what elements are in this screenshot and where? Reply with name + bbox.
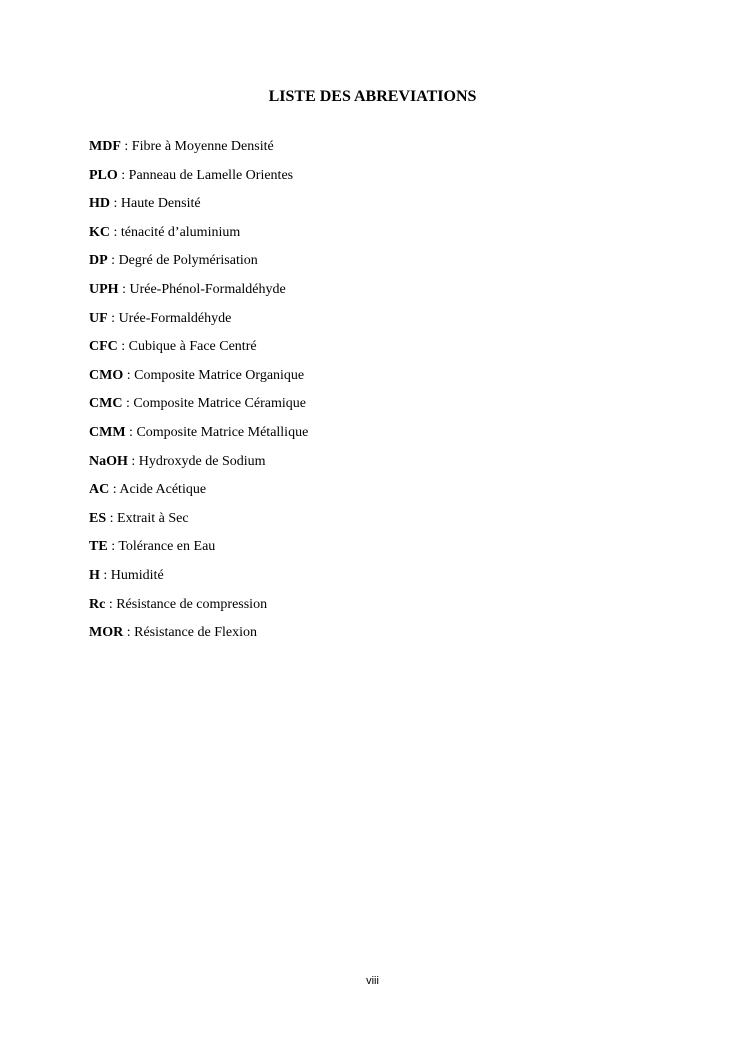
abbreviation-meaning: Urée-Phénol-Formaldéhyde (129, 281, 286, 297)
abbreviation-item (89, 164, 308, 193)
abbreviation-code: UPH (89, 281, 119, 297)
abbreviation-item (89, 135, 308, 164)
abbreviation-code: CMO (89, 367, 124, 383)
abbreviation-item (89, 278, 308, 307)
abbreviation-code: AC (89, 482, 110, 498)
abbreviation-item (89, 507, 308, 536)
abbreviation-code: HD (89, 196, 110, 212)
abbreviation-separator: : (120, 139, 132, 154)
abbreviation-separator: : (110, 196, 121, 212)
abbreviation-code: MDF (89, 139, 121, 154)
abbreviation-separator: : (118, 281, 130, 297)
abbreviation-code: CMM (89, 424, 126, 440)
abbreviation-code: MOR (89, 625, 124, 641)
abbreviation-item (89, 564, 308, 593)
abbreviation-meaning: Haute Densité (120, 196, 201, 212)
abbreviation-list (89, 135, 308, 650)
abbreviation-meaning: Résistance de Flexion (134, 625, 257, 641)
abbreviation-separator: : (123, 367, 135, 383)
abbreviation-separator: : (107, 310, 119, 326)
abbreviation-separator: : (127, 453, 139, 469)
abbreviation-item (89, 621, 308, 650)
page-number: viii (366, 975, 379, 987)
abbreviation-meaning: Résistance de compression (116, 596, 268, 612)
abbreviation-meaning: Composite Matrice Organique (134, 367, 305, 383)
abbreviation-code: NaOH (89, 453, 128, 469)
abbreviation-code: UF (89, 310, 108, 326)
abbreviation-meaning: Panneau de Lamelle Orientes (128, 167, 294, 183)
abbreviation-item (89, 535, 308, 564)
abbreviation-separator: : (99, 567, 111, 583)
abbreviation-separator: : (105, 596, 117, 612)
abbreviation-meaning: Fibre à Moyenne Densité (131, 139, 274, 154)
abbreviation-item (89, 192, 308, 221)
abbreviation-meaning: Hydroxyde de Sodium (138, 453, 266, 469)
abbreviation-meaning: Acide Acétique (119, 482, 207, 498)
abbreviation-code: ES (89, 510, 107, 526)
abbreviation-item (89, 249, 308, 278)
abbreviation-meaning: Urée-Formaldéhyde (118, 310, 232, 326)
abbreviation-separator: : (123, 625, 135, 641)
abbreviation-separator: : (107, 253, 119, 269)
abbreviation-separator: : (106, 510, 118, 526)
abbreviation-meaning: Extrait à Sec (117, 510, 189, 526)
page-title: LISTE DES ABREVIATIONS (268, 88, 477, 105)
abbreviation-separator: : (117, 339, 129, 355)
abbreviation-code: TE (89, 539, 108, 555)
abbreviation-item (89, 392, 308, 421)
abbreviation-separator: : (109, 482, 120, 498)
abbreviation-item (89, 335, 308, 364)
abbreviation-item (89, 450, 308, 479)
abbreviation-separator: : (117, 167, 129, 183)
abbreviation-meaning: ténacité d’aluminium (120, 224, 241, 240)
abbreviation-meaning: Degré de Polymérisation (118, 253, 258, 269)
abbreviation-meaning: Humidité (110, 567, 164, 583)
abbreviation-code: CFC (89, 339, 118, 355)
abbreviation-item (89, 421, 308, 450)
abbreviation-meaning: Composite Matrice Métallique (136, 424, 309, 440)
abbreviation-separator: : (122, 396, 134, 412)
abbreviation-item (89, 364, 308, 393)
abbreviation-code: DP (89, 253, 108, 269)
abbreviation-item (89, 478, 308, 507)
abbreviation-meaning: Tolérance en Eau (118, 539, 216, 555)
abbreviation-code: H (89, 567, 100, 583)
abbreviation-item (89, 221, 308, 250)
abbreviation-meaning: Cubique à Face Centré (128, 339, 257, 355)
abbreviation-meaning: Composite Matrice Céramique (133, 396, 306, 412)
abbreviation-item (89, 593, 308, 622)
abbreviation-code: Rc (89, 596, 106, 612)
abbreviation-code: PLO (89, 167, 118, 183)
abbreviation-separator: : (125, 424, 137, 440)
abbreviation-item (89, 307, 308, 336)
abbreviation-separator: : (107, 539, 119, 555)
abbreviation-code: CMC (89, 396, 123, 412)
abbreviation-code: KC (89, 224, 110, 240)
abbreviation-separator: : (110, 224, 121, 240)
